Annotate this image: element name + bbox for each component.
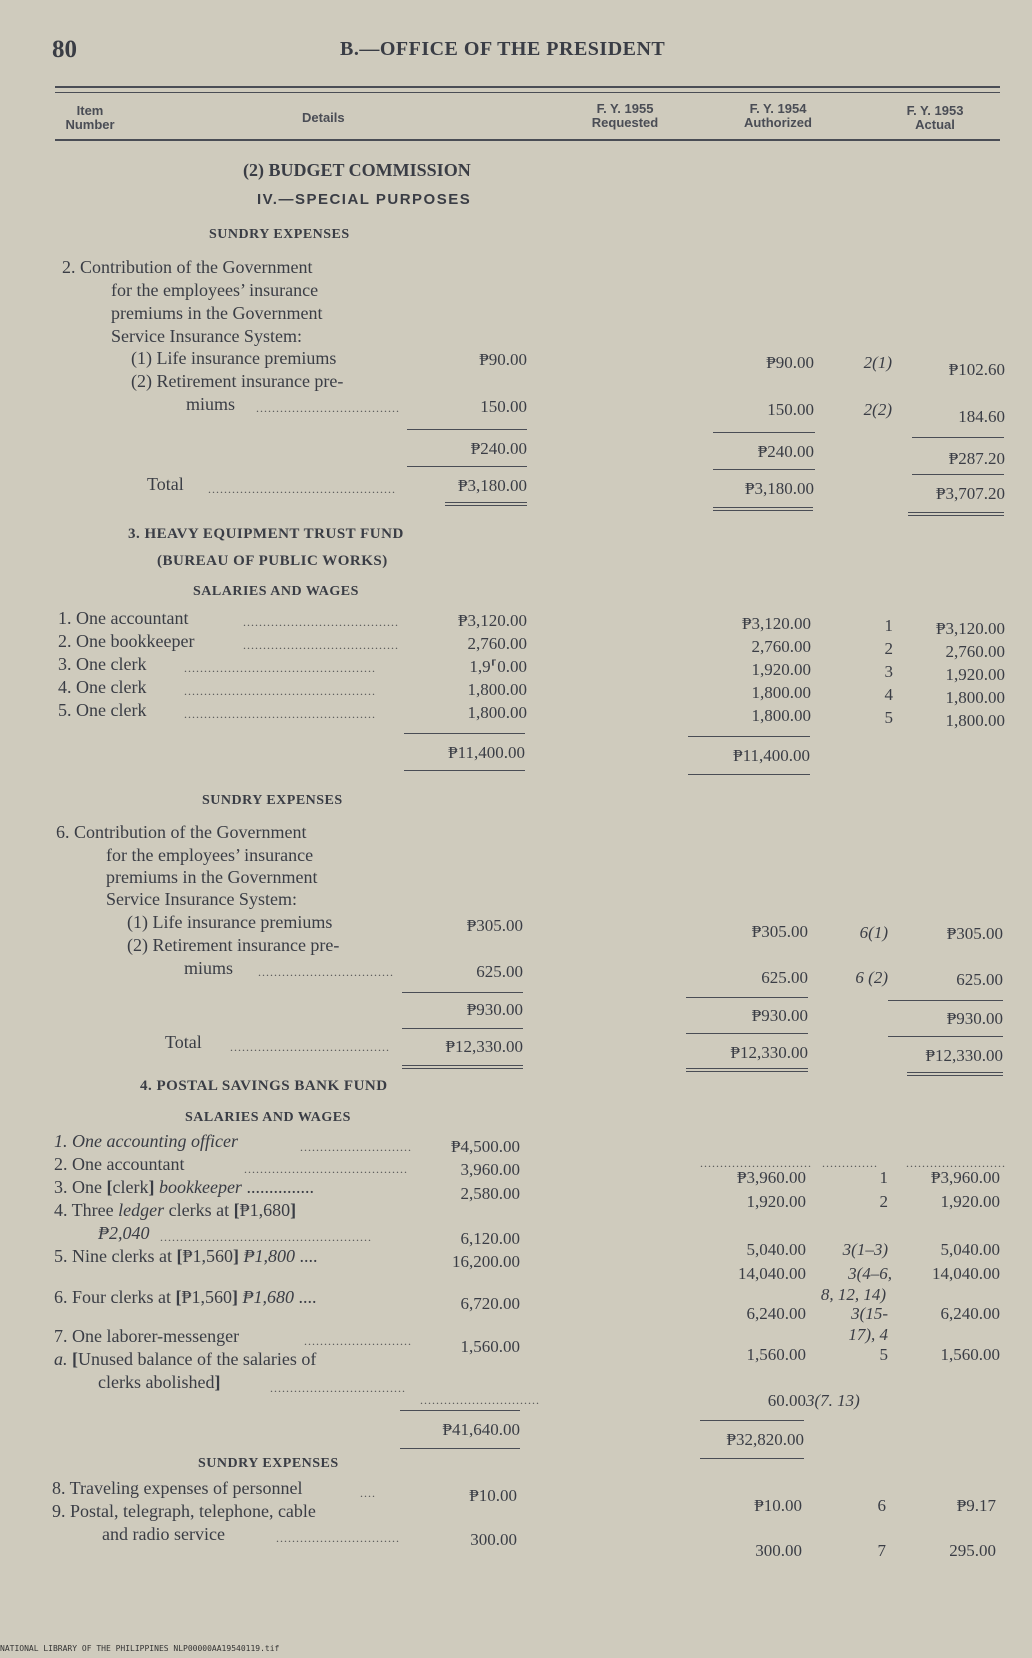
postal-row-5-auth: 14,040.00 (738, 1264, 806, 1283)
heavy-retire-ref: 6 (2) (855, 968, 888, 987)
heavy-row-5-req: 1,800.00 (467, 703, 527, 722)
header-fy1953 (885, 104, 985, 132)
header-fy1955-year: F. Y. 1955 (596, 101, 654, 116)
budget-dbl-req-1 (445, 502, 527, 503)
postal-sal-rule-req (400, 1410, 520, 1411)
postal-row-1-act-dots: ......................... (906, 1156, 1006, 1170)
postal-row-9-leader: ............................... (276, 1531, 400, 1545)
postal-row-2-auth: ₱3,960.00 (737, 1168, 806, 1187)
budget-total-auth: ₱3,180.00 (745, 479, 814, 498)
header-fy1954 (723, 102, 833, 130)
postal-row-3-act: 1,920.00 (940, 1192, 1000, 1211)
postal-row-6-ref: 3(15- (851, 1304, 888, 1323)
heavy-row-4-auth: 1,800.00 (751, 683, 811, 702)
postal-row-2-ref: 1 (879, 1168, 888, 1187)
heavy-row-3-auth: 1,920.00 (751, 660, 811, 679)
heavy-contrib-line2: for the employees’ insurance (106, 845, 314, 865)
header-number-label: Number (65, 117, 115, 132)
budget-retire-auth: 150.00 (767, 400, 814, 419)
heavy-contrib-line4: Service Insurance System: (106, 889, 297, 909)
heavy-total-leader: ........................................ (230, 1040, 390, 1054)
heavy-total-label: Total (165, 1032, 202, 1052)
heavy-row-2-label: 2. One bookkeeper (58, 631, 195, 651)
heavy-total-rule-auth (686, 1033, 808, 1034)
heavy-sal-rule-req (404, 733, 525, 734)
postal-row-7-act: 1,560.00 (940, 1345, 1000, 1364)
budget-total-act: ₱3,707.20 (936, 484, 1005, 503)
heavy-dbl-req-2 (402, 1068, 523, 1069)
postal-row-7-ref: 5 (879, 1345, 888, 1364)
page-number: 80 (52, 36, 77, 63)
postal-row-3-label: 3. One [clerk] bookkeeper ............... (54, 1177, 314, 1197)
postal-row-9-ref: 7 (877, 1541, 886, 1560)
budget-contrib-line3: premiums in the Government (111, 303, 323, 323)
postal-row-8-act: ₱9.17 (956, 1496, 996, 1515)
heavy-contrib-line3: premiums in the Government (106, 867, 318, 887)
heavy-row-1-ref: 1 (884, 616, 893, 635)
postal-row-4-req: 6,120.00 (460, 1229, 520, 1248)
heavy-dbl-act-2 (907, 1075, 1003, 1076)
header-fy1953-year: F. Y. 1953 (906, 103, 964, 118)
heavy-row-1-auth: ₱3,120.00 (742, 614, 811, 633)
budget-life-auth: ₱90.00 (766, 353, 814, 372)
postal-sal-rule-auth (700, 1420, 804, 1421)
postal-row-5-act: 14,040.00 (932, 1264, 1000, 1283)
heavy-retire-act: 625.00 (956, 970, 1003, 989)
heavy-total-act: ₱12,330.00 (925, 1046, 1003, 1065)
heavy-row-3-leader: ................................................ (184, 661, 376, 675)
budget-total-rule-req (407, 466, 527, 467)
postal-row-1-ref-dots: .............. (822, 1156, 878, 1170)
heavy-retire-label-2: miums (184, 958, 234, 978)
postal-row-7-leader: ........................... (304, 1334, 412, 1348)
postal-row-8-req: ₱10.00 (469, 1486, 517, 1505)
postal-row-2-req: 3,960.00 (460, 1160, 520, 1179)
header-item (60, 104, 120, 132)
postal-row-4-label-2: ₱2,040 (98, 1223, 150, 1243)
postal-row-9-act: 295.00 (949, 1541, 996, 1560)
header-fy1954-year: F. Y. 1954 (749, 101, 807, 116)
header-details: Details (302, 110, 345, 125)
heavy-row-3-req: 1,9⸢0.00 (469, 657, 527, 676)
top-rule-2 (55, 92, 1000, 93)
postal-row-3-req: 2,580.00 (460, 1184, 520, 1203)
postal-row-1-req: ₱4,500.00 (451, 1137, 520, 1156)
special-purposes-heading: IV.—SPECIAL PURPOSES (257, 191, 472, 208)
heavy-row-4-leader: ................................................ (184, 684, 376, 698)
heavy-row-1-act: ₱3,120.00 (936, 619, 1005, 638)
postal-row-9-req: 300.00 (470, 1530, 517, 1549)
postal-row-8-auth: ₱10.00 (754, 1496, 802, 1515)
heavy-retire-label-1: (2) Retirement insurance pre- (127, 935, 340, 955)
postal-fund-title: 4. POSTAL SAVINGS BANK FUND (140, 1078, 388, 1094)
heavy-bureau: (BUREAU OF PUBLIC WORKS) (157, 553, 388, 569)
postal-row-1-label: 1. One accounting officer (54, 1131, 238, 1151)
header-fy1955-kind: Requested (591, 115, 659, 130)
heavy-dbl-act-1 (907, 1072, 1003, 1073)
postal-row-9-label: 9. Postal, telegraph, telephone, cable (52, 1501, 316, 1521)
heavy-row-5-auth: 1,800.00 (751, 706, 811, 725)
header-item-label: Item (76, 103, 104, 118)
heavy-subtotal-req: ₱930.00 (466, 1000, 523, 1019)
postal-row-a-req-dots: .............................. (420, 1393, 540, 1407)
budget-retire-label-2: miums (186, 394, 236, 414)
postal-row-9-auth: 300.00 (755, 1541, 802, 1560)
heavy-row-2-req: 2,760.00 (467, 634, 527, 653)
budget-dbl-auth-1 (713, 507, 813, 508)
heavy-row-2-act: 2,760.00 (945, 642, 1005, 661)
budget-retire-label-1: (2) Retirement insurance pre- (131, 371, 344, 391)
postal-row-4-auth: 5,040.00 (746, 1240, 806, 1259)
heavy-row-4-ref: 4 (884, 685, 893, 704)
heavy-total-auth: ₱12,330.00 (730, 1043, 808, 1062)
heavy-salaries-heading: SALARIES AND WAGES (193, 584, 359, 599)
postal-row-4-act: 5,040.00 (940, 1240, 1000, 1259)
postal-salaries-heading: SALARIES AND WAGES (185, 1110, 351, 1125)
budget-total-req: ₱3,180.00 (458, 476, 527, 495)
heavy-row-5-leader: ................................................ (184, 707, 376, 721)
footer-label: NATIONAL LIBRARY OF THE PHILIPPINES NLP00000AA19540119.tif (0, 1644, 280, 1653)
postal-row-5-req: 16,200.00 (452, 1252, 520, 1271)
heavy-sub-rule-act (888, 1000, 1003, 1001)
heavy-retire-auth: 625.00 (761, 968, 808, 987)
postal-row-a-label-2: clerks abolished] (98, 1372, 221, 1392)
budget-life-label: (1) Life insurance premiums (131, 348, 337, 368)
postal-row-2-act: ₱3,960.00 (931, 1168, 1000, 1187)
postal-sundry-heading: SUNDRY EXPENSES (198, 1456, 339, 1471)
heavy-sal-rule-auth (688, 736, 810, 737)
heavy-subtotal-auth: ₱930.00 (751, 1006, 808, 1025)
header-bottom-rule (55, 139, 1000, 141)
budget-sub-rule-req (407, 429, 527, 430)
top-rule-1 (55, 86, 1000, 88)
budget-sundry-heading: SUNDRY EXPENSES (209, 227, 350, 242)
heavy-sundry-heading: SUNDRY EXPENSES (202, 793, 343, 808)
postal-row-8-leader: .... (360, 1486, 376, 1500)
postal-row-a-ref: 3(7. 13) (806, 1391, 860, 1410)
postal-row-6-auth: 6,240.00 (746, 1304, 806, 1323)
budget-retire-ref: 2(2) (863, 400, 892, 419)
heavy-row-2-auth: 2,760.00 (751, 637, 811, 656)
budget-subtotal-req: ₱240.00 (470, 439, 527, 458)
budget-dbl-req-2 (445, 505, 527, 506)
heavy-total-req: ₱12,330.00 (445, 1037, 523, 1056)
budget-retire-leader: .................................... (256, 401, 400, 415)
budget-subtotal-auth: ₱240.00 (757, 442, 814, 461)
budget-dbl-act-1 (908, 512, 1004, 513)
postal-row-3-ref: 2 (879, 1192, 888, 1211)
postal-row-8-label: 8. Traveling expenses of personnel (52, 1478, 303, 1498)
heavy-sal-under-auth (688, 774, 810, 775)
heavy-sub-rule-req (402, 992, 523, 993)
heavy-row-3-act: 1,920.00 (945, 665, 1005, 684)
postal-row-1-leader: ............................ (300, 1140, 412, 1154)
postal-row-a-label: a. [Unused balance of the salaries of (54, 1349, 317, 1369)
budget-retire-act: 184.60 (958, 407, 1005, 426)
heavy-contrib-line1: 6. Contribution of the Government (56, 822, 307, 842)
heavy-life-act: ₱305.00 (946, 924, 1003, 943)
heavy-sal-total-req: ₱11,400.00 (448, 743, 525, 762)
postal-row-9-label-2: and radio service (102, 1524, 225, 1544)
heavy-row-4-act: 1,800.00 (945, 688, 1005, 707)
header-fy1954-kind: Authorized (744, 115, 812, 130)
budget-contrib-line2: for the employees’ insurance (111, 280, 319, 300)
heavy-row-5-act: 1,800.00 (945, 711, 1005, 730)
heavy-row-3-label: 3. One clerk (58, 654, 147, 674)
postal-sal-total-req: ₱41,640.00 (442, 1420, 520, 1439)
postal-row-6-req: 6,720.00 (460, 1294, 520, 1313)
heavy-row-1-req: ₱3,120.00 (458, 611, 527, 630)
heavy-row-2-ref: 2 (884, 639, 893, 658)
heavy-life-req: ₱305.00 (466, 916, 523, 935)
postal-row-2-label: 2. One accountant (54, 1154, 185, 1174)
postal-row-8-ref: 6 (877, 1496, 886, 1515)
budget-total-label: Total (147, 474, 184, 494)
heavy-retire-req: 625.00 (476, 962, 523, 981)
postal-row-a-auth: 60.00 (767, 1391, 806, 1410)
heavy-row-1-leader: ....................................... (243, 615, 399, 629)
postal-row-1-auth-dots: ............................ (700, 1156, 812, 1170)
heavy-life-label: (1) Life insurance premiums (127, 912, 333, 932)
postal-row-6-label: 6. Four clerks at [₱1,560] ₱1,680 .... (54, 1287, 317, 1307)
heavy-total-rule-act (888, 1036, 1003, 1037)
budget-contrib-line4: Service Insurance System: (111, 326, 302, 346)
budget-contrib-line1: 2. Contribution of the Government (62, 257, 313, 277)
postal-row-7-auth: 1,560.00 (746, 1345, 806, 1364)
heavy-total-rule-req (402, 1028, 523, 1029)
budget-total-rule-act (912, 474, 1004, 475)
heavy-life-auth: ₱305.00 (751, 922, 808, 941)
heavy-row-3-ref: 3 (884, 662, 893, 681)
budget-dbl-act-2 (908, 515, 1004, 516)
postal-row-7-label: 7. One laborer-messenger (54, 1326, 240, 1346)
budget-subtotal-act: ₱287.20 (948, 449, 1005, 468)
heavy-dbl-req-1 (402, 1065, 523, 1066)
postal-row-2-leader: ......................................... (244, 1162, 408, 1176)
heavy-fund-title: 3. HEAVY EQUIPMENT TRUST FUND (128, 526, 404, 542)
page-title: B.—OFFICE OF THE PRESIDENT (340, 38, 666, 60)
budget-life-ref: 2(1) (863, 353, 892, 372)
postal-sal-total-auth: ₱32,820.00 (726, 1430, 804, 1449)
budget-sub-rule-auth (713, 432, 815, 433)
postal-sal-under-req (400, 1448, 520, 1449)
budget-total-rule-auth (713, 469, 815, 470)
budget-life-req: ₱90.00 (479, 350, 527, 369)
header-fy1955 (570, 102, 680, 130)
heavy-row-5-label: 5. One clerk (58, 700, 147, 720)
heavy-row-1-label: 1. One accountant (58, 608, 189, 628)
postal-row-5-ref-2: 8, 12, 14) (820, 1285, 886, 1304)
heavy-row-4-req: 1,800.00 (467, 680, 527, 699)
heavy-sub-rule-auth (686, 997, 808, 998)
postal-row-6-act: 6,240.00 (940, 1304, 1000, 1323)
budget-dbl-auth-2 (713, 510, 813, 511)
postal-row-4-label: 4. Three ledger clerks at [₱1,680] (54, 1200, 297, 1220)
postal-row-7-req: 1,560.00 (460, 1337, 520, 1356)
heavy-dbl-auth-2 (686, 1071, 808, 1072)
heavy-row-5-ref: 5 (884, 708, 893, 727)
budget-total-leader: ............................................... (208, 482, 396, 496)
heavy-sal-total-auth: ₱11,400.00 (733, 746, 810, 765)
budget-life-act: ₱102.60 (948, 360, 1005, 379)
postal-row-6-ref-2: 17), 4 (848, 1325, 888, 1344)
heavy-dbl-auth-1 (686, 1068, 808, 1069)
postal-row-3-auth: 1,920.00 (746, 1192, 806, 1211)
header-fy1953-kind: Actual (915, 117, 955, 132)
heavy-row-2-leader: ....................................... (243, 638, 399, 652)
postal-row-4-ref: 3(1–3) (842, 1240, 888, 1259)
budget-sub-rule-act (912, 437, 1004, 438)
heavy-life-ref: 6(1) (859, 923, 888, 942)
heavy-subtotal-act: ₱930.00 (946, 1009, 1003, 1028)
heavy-retire-leader: .................................. (258, 965, 394, 979)
postal-sal-under-auth (700, 1458, 804, 1459)
budget-retire-req: 150.00 (480, 397, 527, 416)
postal-row-a-leader: .................................. (270, 1381, 406, 1395)
heavy-sal-under-req (404, 770, 525, 771)
postal-row-5-label: 5. Nine clerks at [₱1,560] ₱1,800 .... (54, 1246, 318, 1266)
budget-commission-title: (2) BUDGET COMMISSION (243, 160, 471, 180)
heavy-row-4-label: 4. One clerk (58, 677, 147, 697)
postal-row-5-ref: 3(4–6, (848, 1264, 892, 1283)
postal-row-4-leader: ..................................................... (160, 1230, 372, 1244)
